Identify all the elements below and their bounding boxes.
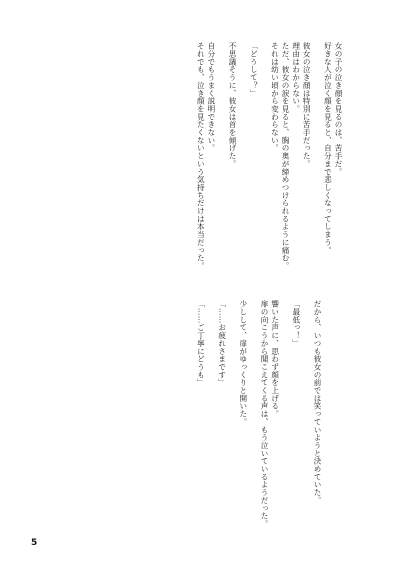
lower-text-block: だから、いつも彼女の前では笑っていようと決めていた。 「最低っ！」 響いた声に、思わず顔を上げる。 扉の向こうから聞こえてくる声は、もう泣いているようだった。 少しして、扉がゆっくりと開いた。 「……お疲れさまです」 「……ご丁寧にどうも」 — [196, 300, 322, 528]
page-number: 5 — [31, 538, 38, 548]
upper-text-block: 女の子の泣き顔を見るのは、苦手だ。 好きな人が泣く顔を見ると、自分まで悲しくなってしまう。 彼女の泣き顔は特別に苦手だった。 理由はわからない。 ただ、彼女の涙を見ると、胸の奥が締めつけられるように痛む。 それは幼い頃から変わらない。 「どうして？」 不思議そうに、彼女は首を傾げた。 自分でもうまく説明できない。 それでも、泣き顔を見たくないという気持ちだけは本当だった。 — [196, 42, 343, 270]
